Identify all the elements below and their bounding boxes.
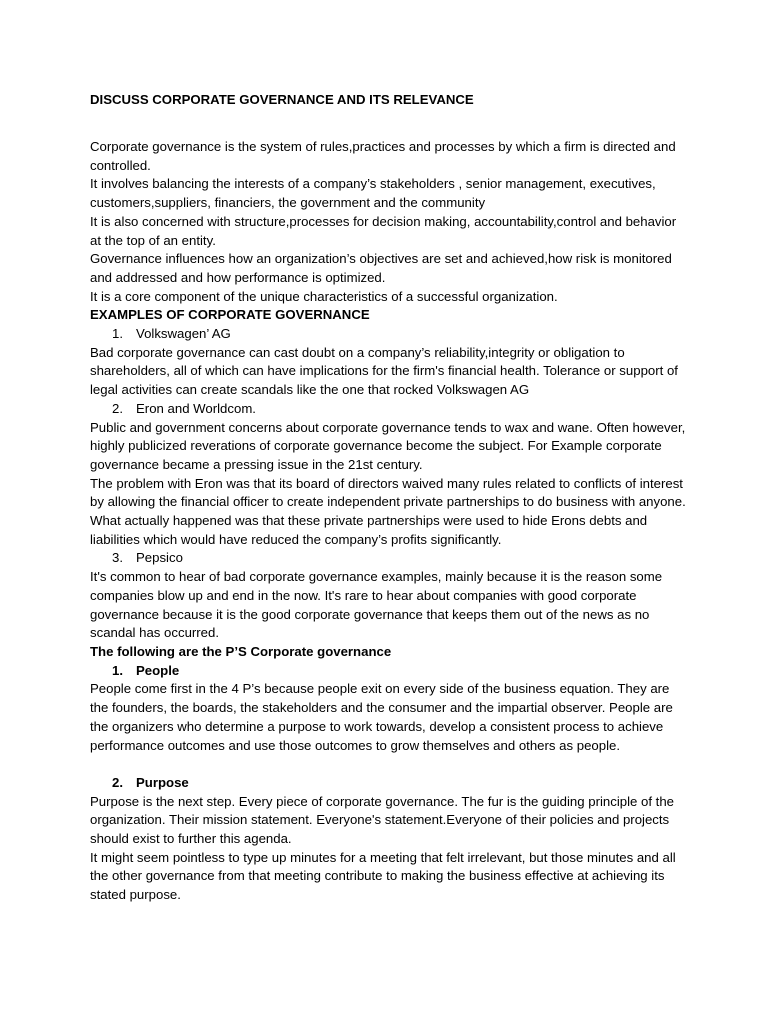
title-spacing (90, 110, 690, 138)
ps-item-purpose (90, 774, 690, 793)
example-paragraph: It's common to hear of bad corporate governance examples, mainly because it is the reason some companies blow up and end in the now. It's rare to hear about companies with good corporate governance because it is the good corporate governance that keeps them out of the news as no scandal has occurred. (90, 569, 663, 641)
ps-heading: The following are the P’S Corporate governance (90, 643, 392, 659)
intro-paragraph: Governance influences how an organization’s objectives are set and achieved,how risk is monitored and addressed and how performance is optimized. (90, 251, 672, 285)
intro-paragraph: It is a core component of the unique characteristics of a successful organization. (90, 288, 558, 304)
example-paragraph: Public and government concerns about corporate governance tends to wax and wane. Often however, highly publicized reverations of corporate governance become the subject. For Example corporate governance became a pressing issue in the 21st century. (90, 419, 686, 472)
example-paragraph: The problem with Eron was that its board of directors waived many rules related to conflicts of interest by allowing the financial officer to create independent private partnerships to do business with anyone. What actually happened was that these private partnerships were used to hide Erons debts and liabilities which would have reduced the company’s profits significantly. (90, 475, 686, 547)
list-number: 2. (112, 400, 123, 416)
list-number: 2. (112, 774, 123, 790)
example-paragraph: Bad corporate governance can cast doubt on a company’s reliability,integrity or obligation to shareholders, all of which can have implications for the firm's financial health. Tolerance or support of legal activities can create scandals like the one that rocked Volkswagen AG (90, 344, 678, 398)
list-number: 1. (112, 662, 123, 678)
paragraph-spacing (90, 755, 690, 774)
list-item-label: Eron and Worldcom. (136, 400, 256, 416)
examples-heading: EXAMPLES OF CORPORATE GOVERNANCE (90, 307, 370, 323)
ps-paragraph: It might seem pointless to type up minutes for a meeting that felt irrelevant, but those minutes and all the other governance from that meeting contribute to making the business effective at achieving its stated purpose. (90, 849, 676, 903)
intro-paragraph: It is also concerned with structure,processes for decision making, accountability,control and behavior at the top of an entity. (90, 213, 677, 248)
intro-paragraph: Corporate governance is the system of rules,practices and processes by which a firm is directed and controlled. (90, 139, 676, 173)
ps-paragraph: Purpose is the next step. Every piece of corporate governance. The fur is the guiding principle of the organization. Their mission statement. Everyone's statement.Everyone of their policies and projects should exist to further this agenda. (90, 793, 675, 846)
document-title: DISCUSS CORPORATE GOVERNANCE AND ITS RELEVANCE (90, 92, 474, 107)
document-body (90, 91, 690, 905)
intro-paragraph: It involves balancing the interests of a company’s stakeholders , senior management, executives, customers,suppliers, financiers, the government and the community (90, 176, 656, 211)
ps-item-people (90, 662, 690, 681)
list-number: 3. (112, 550, 123, 566)
example-item-eron (90, 400, 690, 419)
example-item-volkswagen (90, 325, 690, 344)
list-item-label: Pepsico (136, 550, 183, 566)
ps-paragraph: People come first in the 4 P’s because people exit on every side of the business equation. They are the founders, the boards, the stakeholders and the consumer and the impartial observer. People are the organizers who determine a purpose to work towards, develop a consistent process to achieve performance outcomes and use those outcomes to grow themselves and others as people. (90, 681, 673, 753)
list-number: 1. (112, 326, 123, 342)
list-item-label: Volkswagen’ AG (136, 326, 231, 342)
list-item-label: People (136, 662, 180, 678)
list-item-label: Purpose (136, 774, 189, 790)
example-item-pepsico (90, 549, 690, 568)
